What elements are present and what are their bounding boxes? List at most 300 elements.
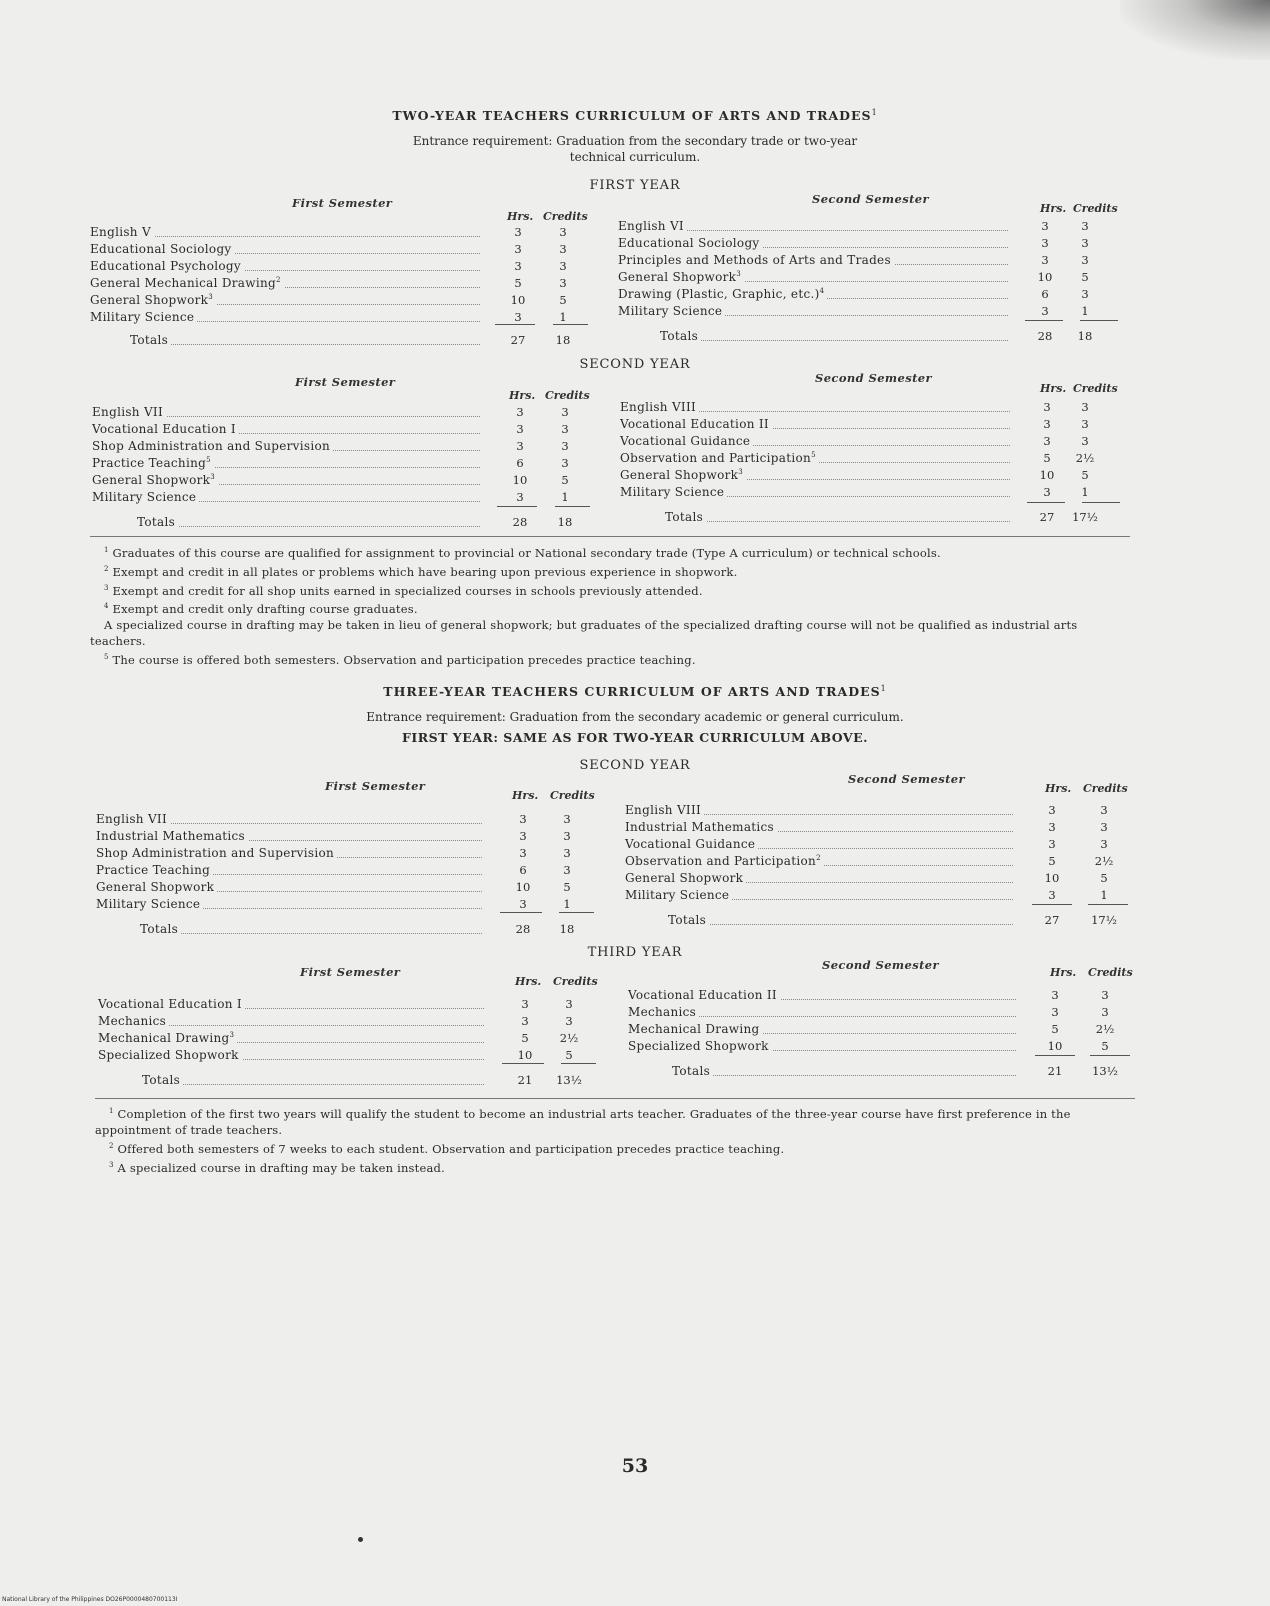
sum-rule [559,912,594,913]
three-year-third-year-heading: THIRD YEAR [587,945,683,960]
hours-value: 3 [514,225,522,239]
sum-rule [1035,1055,1075,1056]
credits-value: 1 [561,490,569,504]
totals-label [672,1064,713,1078]
hours-value: 6 [519,863,527,877]
sum-rule [1032,904,1072,905]
course-name-text: Vocational Education II [628,988,777,1002]
footnote [90,617,1130,649]
course-name [625,820,777,834]
credits-header: Credits [543,210,588,223]
course-name [96,863,213,877]
course-name [90,293,216,307]
hours-value: 28 [512,515,528,529]
course-name [96,829,248,843]
credits-value: 2½ [1075,451,1095,465]
course-name-text: Totals [137,515,176,529]
course-name-text: Educational Psychology [90,259,241,273]
credits-value: 5 [565,1048,573,1062]
course-name [628,1022,763,1036]
semester-heading: Second Semester [848,772,965,786]
footnote [95,1157,1135,1176]
course-name-text: Shop Administration and Supervision [96,846,335,860]
hrs-header: Hrs. [1040,202,1067,215]
course-name-text: Totals [665,510,704,524]
course-name [90,225,154,239]
hours-value: 10 [1039,468,1055,482]
credits-value: 3 [1081,287,1089,301]
credits-value: 3 [559,259,567,273]
sum-rule [1090,1055,1130,1056]
ink-speck [358,1537,363,1542]
hours-value: 5 [514,276,522,290]
credits-header: Credits [1073,202,1118,215]
three-year-footnotes [95,1103,1135,1175]
footnote-mark: 3 [104,583,109,592]
totals-label [142,1073,183,1087]
course-name [618,304,725,318]
footnote-mark: 1 [104,546,109,554]
course-row [625,854,1134,871]
totals-label [660,329,701,343]
credits-header: Credits [545,389,590,402]
course-name-text: Specialized Shopwork [628,1039,769,1053]
credits-value: 5 [559,293,567,307]
footnote-mark: 3 [229,1031,235,1039]
credits-value: 3 [561,439,569,453]
library-footer-tag: National Library of the Philippines DO26P0000480700113I [2,1596,178,1603]
footnote-mark: 4 [819,287,825,295]
course-row [625,837,1134,854]
sum-rule [1080,320,1118,321]
footnote-text: A specialized course in drafting may be taken instead. [113,1160,445,1175]
course-row [625,820,1134,837]
course-name [620,468,746,482]
course-row [96,846,597,863]
hours-value: 3 [1041,236,1049,250]
hours-value: 3 [1048,837,1056,851]
hours-value: 3 [514,310,522,324]
credits-value: 3 [563,846,571,860]
credits-value: 3 [1081,417,1089,431]
course-name [92,490,199,504]
scan-shadow [1120,0,1270,60]
footnote [90,542,1130,561]
hours-value: 3 [1043,485,1051,499]
footnote [90,580,1130,599]
hours-value: 6 [516,456,524,470]
course-row [90,259,593,276]
course-row [92,439,595,456]
hours-value: 3 [1043,400,1051,414]
hours-value: 5 [1048,854,1056,868]
course-row [92,473,595,490]
course-name [620,417,772,431]
hrs-header: Hrs. [512,789,539,802]
course-name [90,276,284,290]
footnote-mark: 3 [109,1160,114,1169]
credits-header: Credits [1073,382,1118,395]
course-name-text: General Shopwork [92,473,211,487]
footnote [95,1103,1135,1138]
course-name [618,270,744,284]
course-row [620,434,1115,451]
two-year-entrance-line2: technical curriculum. [569,150,701,164]
totals-row [668,913,1134,930]
credits-value: 3 [1100,803,1108,817]
credits-value: 13½ [1092,1064,1118,1078]
two-year-footnotes [90,542,1130,668]
totals-row [660,329,1115,346]
sum-rule [553,324,588,325]
sum-rule [502,1063,544,1064]
course-row [625,803,1134,820]
hours-value: 3 [1051,988,1059,1002]
course-name-text: Industrial Mathematics [625,820,775,834]
hours-value: 28 [515,922,531,936]
section-divider [95,1098,1135,1099]
two-year-entrance-line1: Entrance requirement: Graduation from the secondary trade or two-year [412,134,858,148]
course-name [92,473,218,487]
sum-rule [500,912,542,913]
hours-value: 3 [519,829,527,843]
credits-value: 3 [1100,837,1108,851]
course-name-text: Totals [668,913,707,927]
course-row [628,1022,1135,1039]
hours-value: 3 [1041,304,1049,318]
sum-rule [497,506,537,507]
hours-value: 3 [1048,803,1056,817]
course-name [98,1031,237,1045]
course-row [90,225,593,242]
footnote-text: The course is offered both semesters. Observation and participation precedes practice teaching. [108,653,696,668]
hrs-header: Hrs. [1045,782,1072,795]
hours-value: 3 [1043,434,1051,448]
course-name-text: Military Science [96,897,201,911]
hours-value: 10 [517,1048,533,1062]
hours-value: 3 [514,242,522,256]
leader-dots [142,1084,484,1085]
hours-value: 3 [516,439,524,453]
totals-row [665,510,1115,527]
course-name [96,897,203,911]
leader-dots [130,344,480,345]
hours-value: 10 [1044,871,1060,885]
credits-value: 2½ [559,1031,579,1045]
sum-rule [1088,904,1128,905]
course-name-text: Vocational Education I [92,422,236,436]
course-name [625,871,746,885]
course-name [96,880,217,894]
hours-value: 3 [521,1014,529,1028]
credits-value: 3 [1081,434,1089,448]
footnote-mark: 3 [736,270,741,278]
hours-value: 27 [1044,913,1060,927]
two-year-second-year-heading: SECOND YEAR [579,357,691,372]
course-row [98,1031,599,1048]
hrs-header: Hrs. [507,210,534,223]
course-name-text: Totals [672,1064,711,1078]
course-row [620,417,1115,434]
footnote-mark: 3 [210,473,215,481]
course-name-text: Observation and Participation [620,451,812,465]
credits-value: 3 [563,812,571,826]
course-row [618,236,1115,253]
hours-value: 21 [1047,1064,1063,1078]
course-name [625,888,732,902]
course-name [620,400,699,414]
course-name [628,1039,772,1053]
course-name-text: Military Science [620,485,725,499]
course-row [98,1014,599,1031]
hours-value: 3 [519,846,527,860]
course-name-text: Mechanical Drawing [628,1022,760,1036]
footnote-mark: 4 [104,602,109,611]
leader-dots [665,521,1010,522]
course-row [96,880,597,897]
course-name [98,1014,169,1028]
footnote-text: Exempt and credit only drafting course graduates. [108,602,418,617]
credits-header: Credits [553,975,598,988]
hours-value: 10 [510,293,526,307]
course-row [618,304,1115,321]
section-divider [90,536,1130,537]
course-row [96,863,597,880]
course-name [92,439,333,453]
totals-row [672,1064,1135,1081]
semester-heading: First Semester [295,375,396,389]
course-name-text: Mechanics [628,1005,697,1019]
course-row [620,400,1115,417]
course-name [96,812,170,826]
hours-value: 10 [1047,1039,1063,1053]
course-name [628,988,780,1002]
course-row [90,276,593,293]
course-row [628,988,1135,1005]
course-name [98,1048,242,1062]
course-name-text: Specialized Shopwork [98,1048,239,1062]
course-row [618,270,1115,287]
course-name [618,236,763,250]
course-name-text: Educational Sociology [618,236,760,250]
hours-value: 27 [1039,510,1055,524]
hrs-header: Hrs. [515,975,542,988]
course-row [620,468,1115,485]
credits-value: 3 [565,997,573,1011]
semester-heading: Second Semester [822,958,939,972]
credits-header: Credits [1083,782,1128,795]
course-name-text: English VI [618,219,684,233]
sum-rule [1082,502,1120,503]
course-row [90,293,593,310]
hrs-header: Hrs. [1050,966,1077,979]
hours-value: 10 [512,473,528,487]
course-name-text: General Shopwork [620,468,739,482]
hours-value: 28 [1037,329,1053,343]
footnote-mark: 5 [811,451,816,459]
credits-value: 3 [1100,820,1108,834]
footnote-mark: 2 [816,854,821,862]
credits-value: 3 [1101,1005,1109,1019]
course-row [96,829,597,846]
course-name-text: Military Science [92,490,197,504]
two-year-first-year-heading: FIRST YEAR [589,178,681,193]
sum-rule [1025,320,1063,321]
course-name-text: General Shopwork [625,871,744,885]
course-name-text: Principles and Methods of Arts and Trades [618,253,891,267]
course-name [625,803,704,817]
course-name-text: Vocational Guidance [625,837,756,851]
course-name-text: Totals [142,1073,181,1087]
hours-value: 10 [515,880,531,894]
totals-row [130,333,593,350]
credits-value: 13½ [556,1073,582,1087]
hours-value: 3 [519,812,527,826]
footnote-mark: 5 [206,456,211,464]
credits-value: 17½ [1091,913,1117,927]
credits-value: 3 [559,242,567,256]
course-name [96,846,337,860]
hours-value: 3 [1048,820,1056,834]
hours-value: 3 [1051,1005,1059,1019]
course-row [90,242,593,259]
credits-value: 1 [559,310,567,324]
leader-dots [668,924,1013,925]
credits-value: 5 [561,473,569,487]
footnote-text: Exempt and credit in all plates or problems which have bearing upon previous experience in shopwork. [108,564,738,579]
course-name [92,405,166,419]
hours-value: 5 [521,1031,529,1045]
course-row [620,451,1115,468]
course-name-text: Industrial Mathematics [96,829,246,843]
totals-row [142,1073,599,1090]
course-row [618,219,1115,236]
course-name-text: Practice Teaching [96,863,211,877]
hours-value: 21 [517,1073,533,1087]
course-name-text: English VII [92,405,163,419]
hours-value: 3 [516,405,524,419]
course-row [620,485,1115,502]
credits-value: 5 [563,880,571,894]
course-name [620,434,753,448]
sum-rule [1027,502,1065,503]
credits-value: 3 [561,456,569,470]
course-name [90,310,197,324]
course-name [625,837,758,851]
course-name-text: English VIII [620,400,697,414]
footnote-text: Exempt and credit for all shop units earned in specialized courses in schools previously attended. [108,583,703,598]
course-name-text: Military Science [90,310,195,324]
footnote-mark: 2 [275,276,281,284]
course-name-text: Vocational Guidance [620,434,751,448]
course-row [618,287,1115,304]
credits-value: 5 [1100,871,1108,885]
course-row [618,253,1115,270]
credits-value: 18 [557,515,573,529]
two-year-title: TWO-YEAR TEACHERS CURRICULUM OF ARTS AND TRADES$^1$ [392,108,878,124]
hours-value: 3 [519,897,527,911]
course-row [92,405,595,422]
course-name-text: General Shopwork [618,270,737,284]
course-name [618,219,687,233]
course-name [620,451,819,465]
credits-value: 3 [1081,219,1089,233]
totals-label [665,510,706,524]
footnote-mark: 3 [738,468,743,476]
hours-value: 3 [1043,417,1051,431]
credits-value: 3 [563,829,571,843]
course-row [98,997,599,1014]
hours-value: 27 [510,333,526,347]
hours-value: 3 [516,422,524,436]
credits-value: 3 [1101,988,1109,1002]
course-name [92,456,214,470]
leader-dots [660,340,1008,341]
credits-header: Credits [1088,966,1133,979]
credits-value: 3 [561,422,569,436]
credits-value: 18 [555,333,571,347]
hours-value: 3 [521,997,529,1011]
course-name [618,287,827,301]
course-name [620,485,727,499]
credits-value: 2½ [1094,854,1114,868]
course-name-text: Educational Sociology [90,242,232,256]
semester-heading: First Semester [292,196,393,210]
hrs-header: Hrs. [1040,382,1067,395]
sum-rule [555,506,590,507]
course-name [92,422,239,436]
credits-value: 1 [563,897,571,911]
hours-value: 5 [1051,1022,1059,1036]
course-name [90,242,235,256]
course-row [625,871,1134,888]
course-row [628,1005,1135,1022]
credits-value: 3 [561,405,569,419]
hrs-header: Hrs. [509,389,536,402]
footnote-mark: 2 [104,564,109,573]
page-number: 53 [621,1455,649,1477]
course-name-text: Mechanics [98,1014,167,1028]
credits-value: 5 [1101,1039,1109,1053]
footnote-mark: 1 [109,1107,114,1115]
credits-value: 2½ [1095,1022,1115,1036]
course-name-text: Drawing (Plastic, Graphic, etc.) [618,287,820,301]
footnote-text: A specialized course in drafting may be taken in lieu of general shopwork; but graduates of the specialized drafting course will not be qualified as industrial arts teachers. [90,618,1078,649]
course-name-text: Mechanical Drawing [98,1031,230,1045]
three-year-entrance: Entrance requirement: Graduation from the secondary academic or general curriculum. [366,710,904,724]
course-name-text: General Shopwork [96,880,215,894]
three-year-first-year-note: FIRST YEAR: SAME AS FOR TWO-YEAR CURRICULUM ABOVE. [402,730,868,745]
totals-label [668,913,709,927]
leader-dots [672,1075,1016,1076]
course-row [92,422,595,439]
course-name-text: Military Science [618,304,723,318]
totals-row [140,922,597,939]
hours-value: 3 [516,490,524,504]
footnote [90,561,1130,580]
course-name-text: English VIII [625,803,702,817]
course-name-text: Practice Teaching [92,456,207,470]
totals-label [137,515,178,529]
hours-value: 5 [1043,451,1051,465]
semester-heading: Second Semester [815,371,932,385]
three-year-second-year-heading: SECOND YEAR [579,758,691,773]
course-name-text: General Shopwork [90,293,209,307]
three-year-title: THREE-YEAR TEACHERS CURRICULUM OF ARTS AND TRADES$^1$ [383,684,887,700]
hours-value: 10 [1037,270,1053,284]
credits-value: 3 [1081,253,1089,267]
credits-value: 18 [559,922,575,936]
